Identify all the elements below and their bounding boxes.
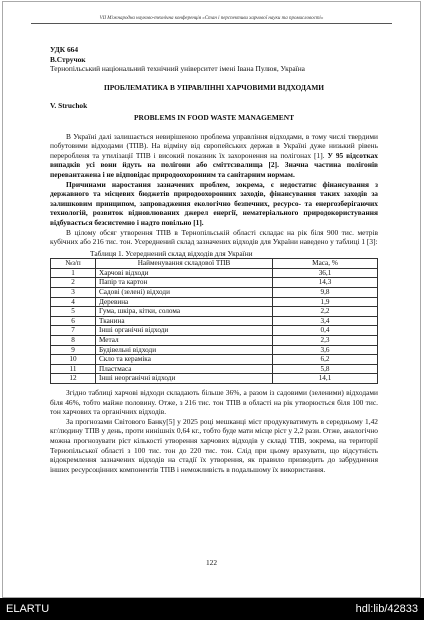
row-name: Інші органічні відходи — [96, 326, 273, 336]
row-mass: 1,9 — [273, 297, 378, 307]
paragraph-1-text: В Україні далі залишається невирішеною проблема управління відходами, в тому числі твердими побутовими відходами (ТПВ). На відміну від європейських держав в Україні дуже низький рівень переробленя та утилізації ТПВ і високий показник їх захоронення на полігонах [1]. — [50, 131, 378, 160]
author-en: V. Struchok — [50, 101, 88, 111]
header-name: Найменування складової ТПВ — [96, 259, 273, 269]
header-number: №з/п — [51, 259, 96, 269]
paragraph-1-bold: У 95 відсотках випадків усі вони йдуть на полігони або сміттєзвалища [2]. Значна частина полігонів перевантажена і не відповідає природоохоронним та санітарним нормам. — [50, 150, 378, 179]
table-row — [51, 374, 378, 384]
table-row — [51, 307, 378, 317]
author-ua: В.Стручок — [50, 54, 86, 64]
page-number: 122 — [205, 558, 218, 567]
row-name: Тканина — [96, 316, 273, 326]
paragraph-4: Згідно таблиці харчові відходи складають більше 36%, а разом із садовими (зеленими) відходами біля 46%, тобто майже половину. Отже, з 216 тис. тон ТПВ в області на рік утворюється біля 100 тис. тон харчових та органічних відходів. — [50, 388, 378, 417]
row-name: Пластмаса — [96, 364, 273, 374]
row-name: Садові (зелені) відходи — [96, 288, 273, 298]
row-mass: 14,1 — [273, 374, 378, 384]
row-mass: 6,2 — [273, 355, 378, 365]
row-mass: 14,3 — [273, 278, 378, 288]
row-number: 6 — [51, 316, 96, 326]
row-mass: 2,3 — [273, 336, 378, 346]
row-number: 8 — [51, 336, 96, 346]
table-header-row — [51, 259, 378, 269]
udk-code: УДК 664 — [50, 45, 79, 54]
row-number: 7 — [51, 326, 96, 336]
header-mass: Маса, % — [273, 259, 378, 269]
table-row — [51, 297, 378, 307]
row-number: 1 — [51, 268, 96, 278]
row-number: 9 — [51, 345, 96, 355]
row-number: 5 — [51, 307, 96, 317]
footer-left-label: ELARTU — [6, 603, 50, 615]
row-number: 10 — [51, 355, 96, 365]
row-name: Папір та картон — [96, 278, 273, 288]
table-row — [51, 326, 378, 336]
row-number: 12 — [51, 374, 96, 384]
row-name: Скло та кераміка — [96, 355, 273, 365]
row-number: 11 — [51, 364, 96, 374]
table-row — [51, 278, 378, 288]
row-mass: 0,4 — [273, 326, 378, 336]
row-mass: 5,8 — [273, 364, 378, 374]
table-row — [51, 355, 378, 365]
table-row — [51, 364, 378, 374]
affiliation: Тернопільський національний технічний університет імені Івана Пулюя, Україна — [50, 64, 305, 74]
row-name: Харчові відходи — [96, 268, 273, 278]
table-row — [51, 288, 378, 298]
row-number: 3 — [51, 288, 96, 298]
row-name: Інші неорганічні відходи — [96, 374, 273, 384]
table-row — [51, 345, 378, 355]
table-row — [51, 336, 378, 346]
row-mass: 3,4 — [273, 316, 378, 326]
paragraph-5: За прогнозами Світового Банку[5] у 2025 році мешканці міст продукуватимуть в середньому 1,42 кг/людину ТПВ у день, проти нинішніх 0,64 кг., тобто буде мати місце ріст у 2,2 рази. Отже, аналогічно можна прогнозувати ріст кількості утворення харчових відходів у складі ТПВ, зокрема, на території Тернопільської області з 100 тис. тон до 220 тис. тон. Слід при цьому врахувати, що відсутність відокремлення зазначених відходів на стадії їх утворення, як правило призводить до забруднення інших ресурсоцінних компонентів ТПВ і неможливість в подальшому їх використання. — [50, 416, 378, 474]
title-en: PROBLEMS IN FOOD WASTE MANAGEMENT — [133, 112, 294, 122]
row-mass: 9,8 — [273, 288, 378, 298]
document-page — [2, 1, 421, 598]
row-name: Будівельні відходи — [96, 345, 273, 355]
row-name: Метал — [96, 336, 273, 346]
row-mass: 2,2 — [273, 307, 378, 317]
running-header: VII Міжнародна науково-технічна конференція «Стан і перспективи харчової науки та промисловості» — [31, 16, 392, 24]
title-ua: ПРОБЛЕМАТИКА В УПРАВЛІННІ ХАРЧОВИМИ ВІДХОДАМИ — [103, 82, 325, 92]
paragraph-2: Причинами наростання зазначених проблем, зокрема, є недостатнє фінансування з державного та місцевих бюджетів природоохоронних заходів, фінансування таких заходів за залишковим принципом, запровадження екологічно безпечних, ресурсо- та енергозберігаючих технологій, розвиток відновлюваних джерел енергії, нематеріального природокористування відбувається безсистемно і надто повільно [1]. — [50, 179, 378, 227]
row-name: Гума, шкіра, кітки, солома — [96, 307, 273, 317]
row-mass: 36,1 — [273, 268, 378, 278]
table-caption: Таблиця 1. Усереднений склад відходів для України — [90, 248, 253, 258]
row-mass: 3,6 — [273, 345, 378, 355]
table-row — [51, 316, 378, 326]
footer-bar — [0, 598, 424, 620]
row-name: Деревина — [96, 297, 273, 307]
table-row — [51, 268, 378, 278]
row-number: 4 — [51, 297, 96, 307]
row-number: 2 — [51, 278, 96, 288]
footer-handle-link[interactable]: hdl:lib/42833 — [355, 603, 418, 615]
paragraph-1 — [50, 132, 378, 180]
paragraph-3: В цілому обсяг утворення ТПВ в Тернопільській області складає на рік біля 900 тис. метрів кубічних або 216 тис. тон. Усереднений склад зазначених відходів для України наведено у таблиці 1 [3]: — [50, 227, 378, 247]
page-body — [50, 45, 378, 474]
waste-composition-table — [50, 258, 378, 384]
